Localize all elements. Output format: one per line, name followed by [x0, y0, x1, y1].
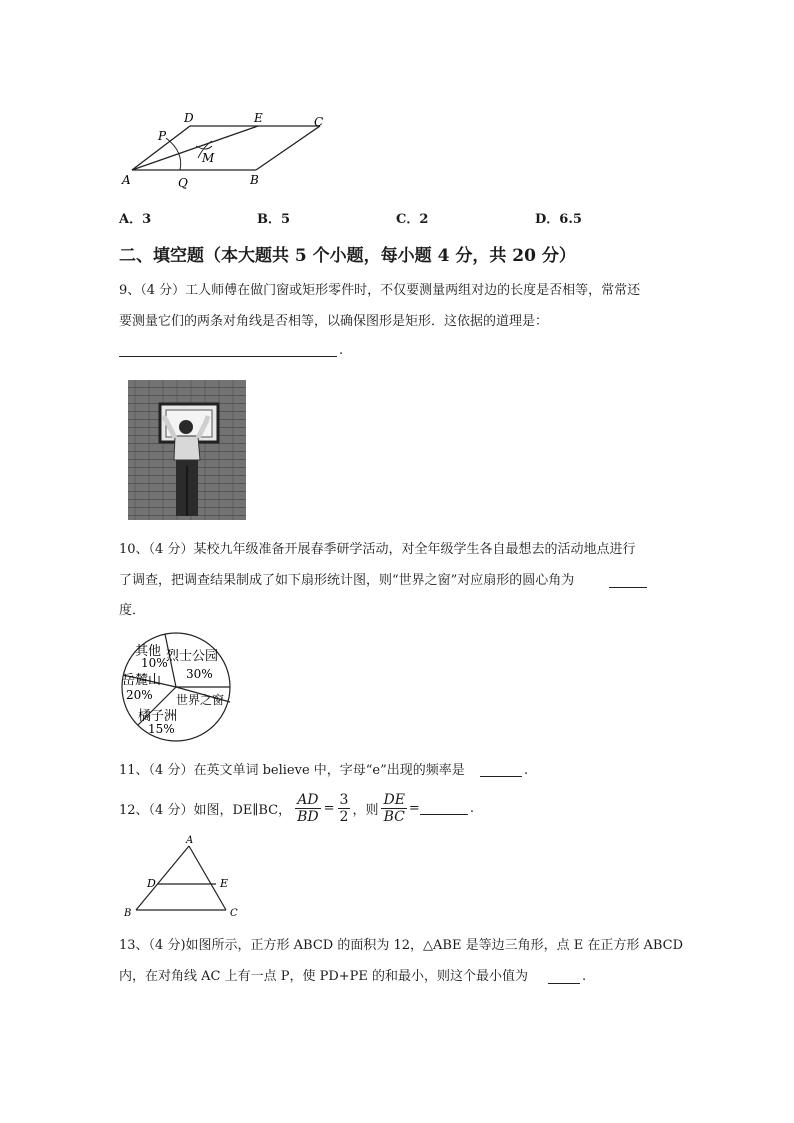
option-letter: B．	[257, 212, 281, 227]
worker-body	[174, 436, 200, 460]
q12-mid: ，则	[352, 802, 379, 818]
q13-line2: 内，在对角线 AC 上有一点 P，使 PD+PE 的和最小，则这个最小值为	[119, 969, 529, 984]
fraction-de-bc	[381, 792, 406, 825]
option-letter: C．	[396, 212, 420, 227]
q9-line-end: .	[339, 343, 344, 358]
fraction-denominator: BD	[297, 808, 319, 825]
q9-line1: 9、（4 分）工人师傅在做门窗或矩形零件时，不仅要测量两组对边的长度是否相等，常常还	[119, 283, 641, 298]
pie-pct-juzi: 15%	[148, 722, 175, 736]
fraction-denominator: BC	[383, 808, 405, 825]
pie-label-other: 其他	[135, 644, 162, 659]
option-letter: A．	[119, 212, 143, 227]
label-C: C	[314, 115, 324, 129]
option-a[interactable]	[119, 208, 151, 227]
label-B: B	[250, 173, 259, 187]
q13-answer-blank[interactable]	[548, 983, 580, 984]
fraction-ad-bd	[295, 792, 321, 825]
q12-row	[119, 786, 474, 830]
pie-pct-yuelu: 20%	[126, 688, 153, 702]
option-value: 2	[419, 212, 429, 227]
q13-line1: 13、（4 分)如图所示，正方形 ABCD 的面积为 12，△ABE 是等边三角形，点 E 在正方形 ABCD	[119, 938, 684, 953]
fraction-3-2	[338, 792, 351, 825]
label-E: E	[254, 111, 263, 125]
q11-answer-blank[interactable]	[480, 776, 522, 777]
label-P: P	[158, 129, 167, 143]
pie-label-juzi: 橘子洲	[138, 709, 178, 724]
pie-pct-lieshi: 30%	[186, 667, 213, 681]
segment-AE	[132, 126, 258, 170]
pie-pct-other: 10%	[141, 656, 168, 670]
pie-label-shijie: 世界之窗	[176, 693, 225, 707]
parallelogram-figure	[118, 108, 338, 196]
fraction-numerator: 3	[339, 791, 349, 808]
equals-sign: =	[408, 800, 420, 816]
pie-chart	[118, 630, 240, 744]
q9-answer-blank[interactable]	[119, 356, 337, 357]
option-value: 3	[142, 212, 152, 227]
q12-end: .	[469, 800, 474, 816]
worker-window-photo	[128, 380, 246, 520]
equals-sign: =	[323, 800, 335, 816]
option-value: 6.5	[559, 212, 582, 227]
label-D: D	[184, 111, 194, 125]
triangle-figure	[120, 834, 245, 920]
fraction-numerator: DE	[383, 791, 405, 808]
option-d[interactable]	[535, 208, 582, 227]
worker-head	[179, 420, 193, 434]
label-C: C	[230, 908, 238, 919]
option-c[interactable]	[396, 208, 428, 227]
q10-line2: 了调查，把调查结果制成了如下扇形统计图，则“世界之窗”对应扇形的圆心角为	[119, 573, 575, 588]
label-E: E	[220, 877, 229, 890]
q13-end: .	[582, 969, 587, 984]
label-A: A	[186, 835, 194, 846]
side-AB	[136, 846, 189, 910]
fraction-numerator: AD	[295, 792, 321, 809]
q11-text: 11、（4 分）在英文单词 believe 中，字母“e”出现的频率是	[119, 763, 465, 778]
q9-line2: 要测量它们的两条对角线是否相等，以确保图形是矩形．这依据的道理是：	[119, 314, 549, 329]
pie-label-lieshi: 烈士公园	[166, 649, 219, 664]
option-b[interactable]	[257, 208, 290, 227]
label-D: D	[147, 877, 156, 890]
side-BC	[256, 126, 320, 170]
q10-answer-blank[interactable]	[609, 587, 647, 588]
q12-text: 12、（4 分）如图，DE∥BC，	[119, 802, 292, 818]
q12-answer-blank[interactable]	[420, 814, 468, 815]
pie-label-yuelu: 岳麓山	[122, 673, 162, 688]
option-letter: D．	[535, 212, 560, 227]
label-A: A	[122, 173, 131, 187]
section-heading: 二、填空题（本大题共 5 个小题，每小题 4 分，共 20 分）	[119, 246, 576, 266]
label-B: B	[124, 908, 132, 919]
fraction-denominator: 2	[339, 808, 349, 825]
q10-line3: 度．	[119, 603, 146, 618]
option-value: 5	[281, 212, 291, 227]
q11-end: .	[524, 763, 529, 778]
q10-line1: 10、（4 分）某校九年级准备开展春季研学活动，对全年级学生各自最想去的活动地点进行	[119, 542, 636, 557]
label-M: M	[202, 151, 215, 165]
label-Q: Q	[178, 176, 188, 190]
